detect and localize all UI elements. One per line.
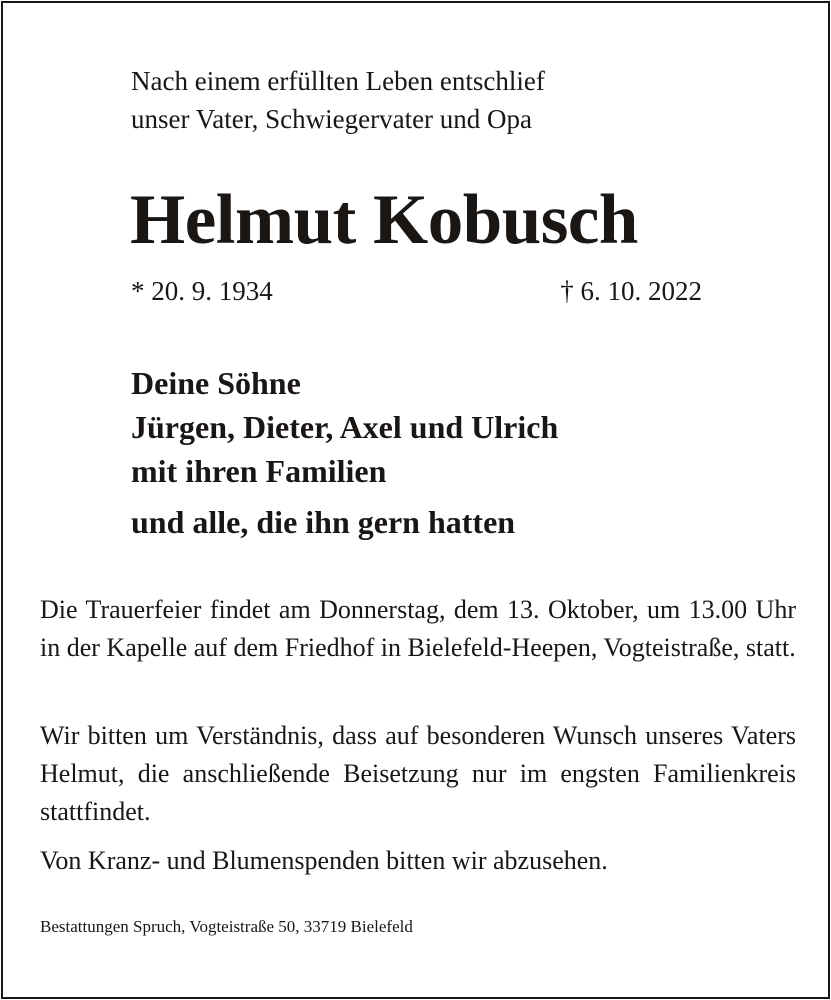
mourners-line-2: Jürgen, Dieter, Axel und Ulrich [131, 409, 559, 445]
mourners-block [131, 361, 558, 544]
mourners-line-4: und alle, die ihn gern hatten [131, 504, 516, 540]
burial-notice: Wir bitten um Verständnis, dass auf besonderen Wunsch unseres Vaters Helmut, die anschließende Beisetzung nur im engsten Familienkreis stattfindet. [40, 721, 796, 826]
intro-line-1: Nach einem erfüllten Leben entschlief [131, 66, 545, 96]
birth-date: * 20. 9. 1934 [131, 276, 273, 306]
intro-text [131, 62, 545, 138]
ceremony-notice: Die Trauerfeier findet am Donnerstag, dem 13. Oktober, um 13.00 Uhr in der Kapelle auf dem Friedhof in Bielefeld-Heepen, Vogteistraße, statt. [40, 595, 796, 662]
deceased-name: Helmut Kobusch [130, 181, 638, 259]
death-date: † 6. 10. 2022 [560, 276, 702, 306]
mourners-line-1: Deine Söhne [131, 365, 301, 401]
flowers-notice: Von Kranz- und Blumenspenden bitten wir abzusehen. [40, 846, 608, 875]
intro-line-2: unser Vater, Schwiegervater und Opa [131, 104, 533, 134]
undertaker-footer: Bestattungen Spruch, Vogteistraße 50, 33719 Bielefeld [40, 917, 413, 936]
mourners-line-3: mit ihren Familien [131, 453, 387, 489]
